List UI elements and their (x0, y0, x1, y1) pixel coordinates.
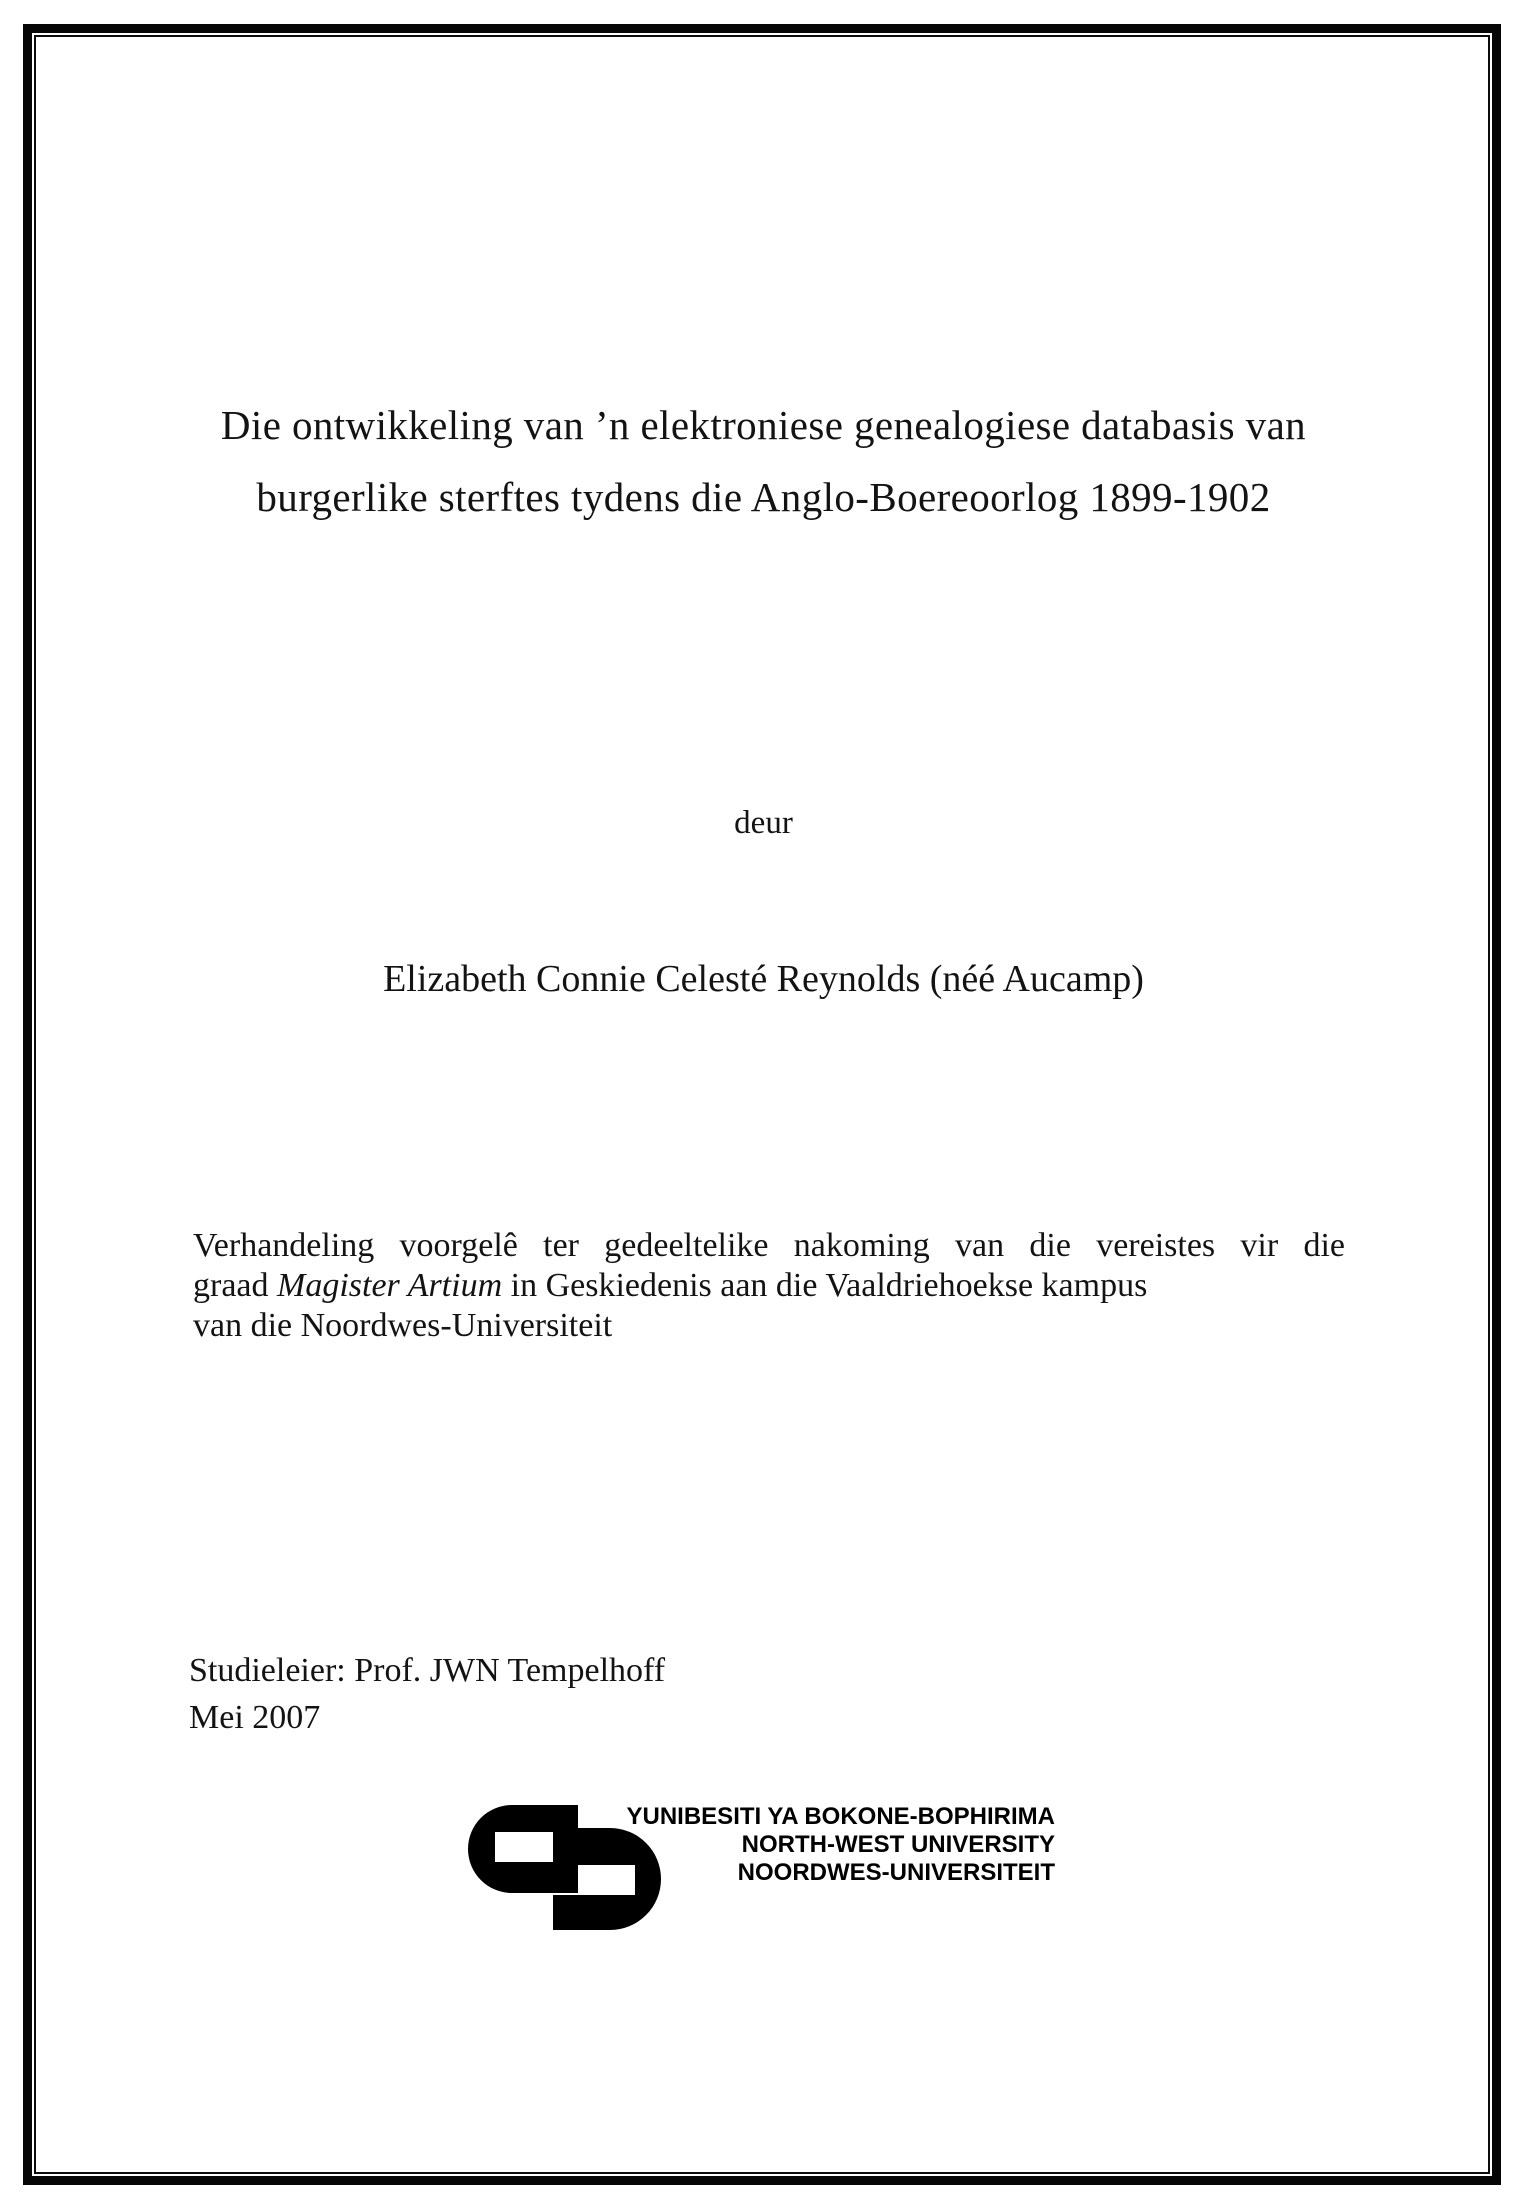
thesis-statement (193, 1226, 1345, 1346)
degree-name: Magister Artium (277, 1267, 503, 1304)
supervisor-block (189, 1647, 665, 1741)
statement-line2-post: in Geskiedenis aan die Vaaldriehoekse kampus (502, 1267, 1148, 1304)
university-name-block (627, 1803, 1056, 1887)
statement-line2 (193, 1266, 1345, 1306)
statement-line3: van die Noordwes-Universiteit (193, 1307, 613, 1344)
thesis-title-line2: burgerlike sterftes tydens die Anglo-Boereoorlog 1899-1902 (256, 474, 1271, 520)
date-line: Mei 2007 (189, 1699, 321, 1736)
university-name-setswana: YUNIBESITI YA BOKONE-BOPHIRIMA (626, 1803, 1055, 1830)
author-name: Elizabeth Connie Celesté Reynolds (néé Aucamp) (383, 958, 1144, 1000)
statement-line2-pre: graad (193, 1267, 278, 1304)
supervisor-line: Studieleier: Prof. JWN Tempelhoff (189, 1652, 666, 1689)
university-name-english: NORTH-WEST UNIVERSITY (741, 1831, 1055, 1858)
university-name-afrikaans: NOORDWES-UNIVERSITEIT (737, 1859, 1055, 1886)
thesis-title (0, 389, 1527, 533)
university-logo (460, 1800, 1060, 1940)
statement-line1: Verhandeling voorgelê ter gedeeltelike nakoming van die vereistes vir die (193, 1227, 1345, 1264)
byline: deur (734, 805, 793, 841)
thesis-title-line1: Die ontwikkeling van ’n elektroniese genealogiese databasis van (220, 402, 1307, 448)
